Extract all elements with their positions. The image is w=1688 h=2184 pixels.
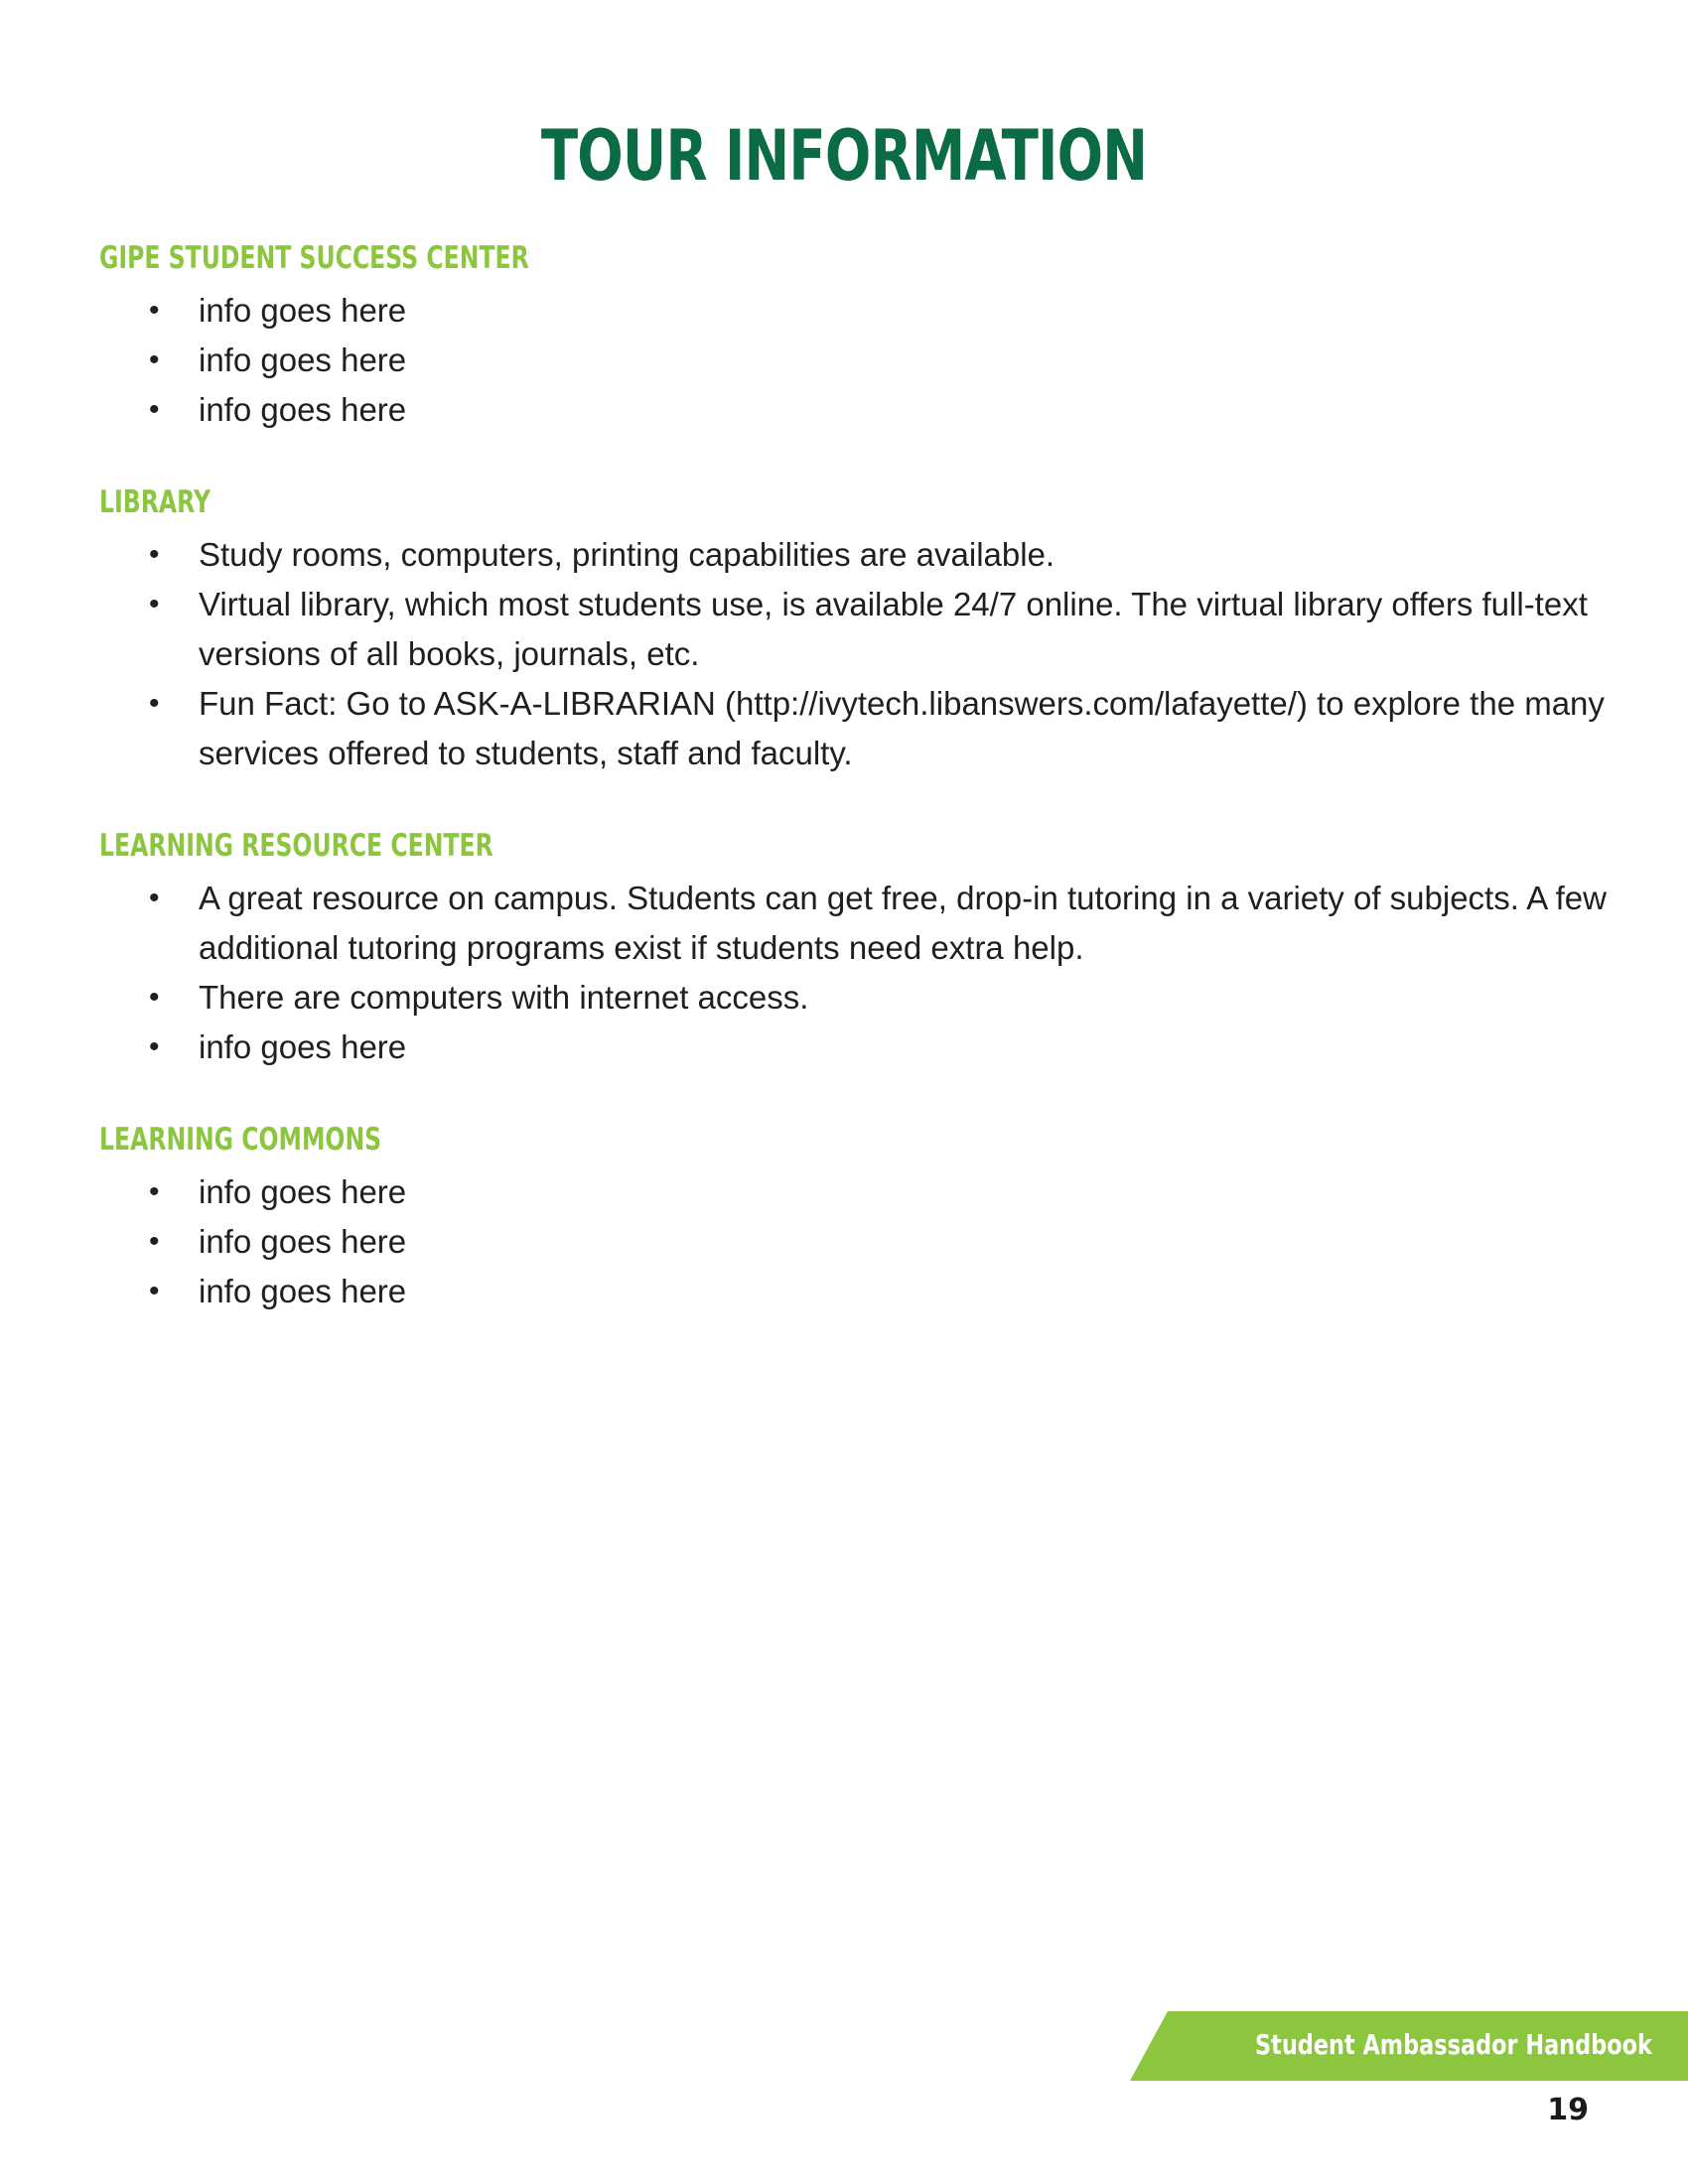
bullet-list: [99, 1167, 1609, 1316]
bullet-icon: •: [149, 538, 160, 571]
bullet-icon: •: [149, 1225, 160, 1258]
list-item-text: info goes here: [199, 1223, 407, 1260]
list-item-text: info goes here: [199, 1273, 407, 1309]
section-heading: LEARNING RESOURCE CENTER: [99, 828, 493, 864]
list-item: [99, 1267, 1609, 1316]
list-item: [99, 679, 1609, 778]
list-item-text: Study rooms, computers, printing capabilities are available.: [199, 536, 1055, 573]
section-gipe-student-success-center: [99, 236, 1609, 435]
list-item-text: There are computers with internet access.: [199, 979, 809, 1016]
page-title: TOUR INFORMATION: [540, 115, 1148, 197]
list-item: [99, 874, 1609, 973]
list-item: [99, 580, 1609, 679]
section-learning-resource-center: [99, 824, 1609, 1072]
list-item: [99, 286, 1609, 336]
list-item-text: info goes here: [199, 1028, 407, 1065]
list-item-text: Fun Fact: Go to ASK-A-LIBRARIAN (http://ivytech.libanswers.com/lafayette/) to explore the many services offered to students, staff and faculty.: [199, 685, 1605, 771]
bullet-icon: •: [149, 294, 160, 327]
list-item: [99, 385, 1609, 435]
section-heading: LEARNING COMMONS: [99, 1122, 382, 1158]
footer-handbook-label: Student Ambassador Handbook: [1255, 2028, 1652, 2061]
section-library: [99, 480, 1609, 778]
bullet-icon: •: [149, 981, 160, 1014]
bullet-icon: •: [149, 882, 160, 914]
list-item: [99, 1217, 1609, 1267]
bullet-icon: •: [149, 343, 160, 376]
bullet-list: [99, 530, 1609, 778]
list-item: [99, 1023, 1609, 1072]
list-item-text: info goes here: [199, 341, 407, 378]
list-item-text: info goes here: [199, 1173, 407, 1210]
bullet-icon: •: [149, 687, 160, 720]
bullet-icon: •: [149, 1175, 160, 1208]
bullet-icon: •: [149, 1275, 160, 1307]
list-item-text: info goes here: [199, 292, 407, 329]
list-item: [99, 973, 1609, 1023]
list-item: [99, 530, 1609, 580]
bullet-icon: •: [149, 588, 160, 620]
section-learning-commons: [99, 1118, 1609, 1316]
bullet-icon: •: [149, 393, 160, 426]
list-item-text: A great resource on campus. Students can get free, drop-in tutoring in a variety of subjects. A few additional tutoring programs exist if students need extra help.: [199, 880, 1607, 966]
page-number: 19: [1547, 2093, 1589, 2127]
bullet-list: [99, 874, 1609, 1072]
section-heading: GIPE STUDENT SUCCESS CENTER: [99, 240, 529, 276]
list-item-text: Virtual library, which most students use, is available 24/7 online. The virtual library offers full-text versions of all books, journals, etc.: [199, 586, 1588, 672]
list-item-text: info goes here: [199, 391, 407, 428]
bullet-list: [99, 286, 1609, 435]
section-heading: LIBRARY: [99, 484, 211, 520]
tour-content: [99, 236, 1609, 1362]
list-item: [99, 1167, 1609, 1217]
list-item: [99, 336, 1609, 385]
bullet-icon: •: [149, 1030, 160, 1063]
